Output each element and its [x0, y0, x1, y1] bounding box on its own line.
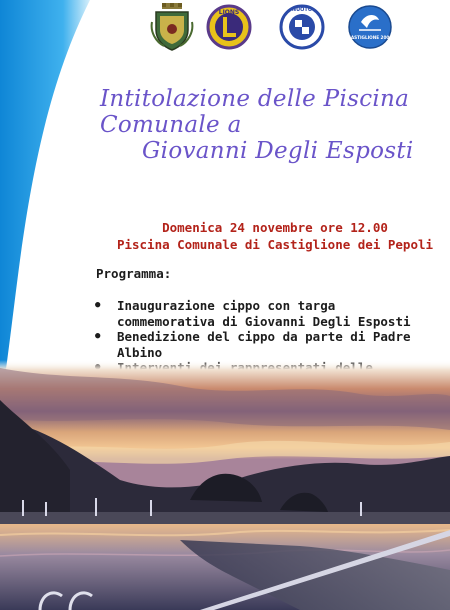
- municipal-crest-icon: [150, 2, 194, 52]
- title-line-2: Comunale a: [100, 112, 242, 138]
- castiglione-2000-icon: [347, 2, 393, 52]
- program-item-line: Albino: [117, 344, 163, 360]
- program-item-line: Inaugurazione cippo con targa: [117, 298, 336, 313]
- program-item: [90, 298, 430, 329]
- bullet-icon: ●: [95, 300, 101, 310]
- title-line-1: Intitolazione delle Piscina: [100, 86, 410, 112]
- municipal-crest-logo: [150, 2, 194, 52]
- pool-sunset-photo: [0, 360, 450, 610]
- castiglione-logo-text: CASTIGLIONE 2000: [347, 35, 393, 40]
- poster-title: [100, 86, 445, 164]
- lions-club-icon: [206, 2, 252, 52]
- program-heading: Programma:: [96, 266, 172, 281]
- nuoto-club-logo: [279, 2, 325, 52]
- event-location: Piscina Comunale di Castiglione dei Pepoli: [116, 237, 434, 252]
- nuoto-club-icon: [279, 2, 325, 52]
- program-item-line: commemorativa di Giovanni Degli Esposti: [117, 313, 411, 329]
- program-item-line: Benedizione del cippo da parte di Padre: [117, 329, 411, 344]
- castiglione-2000-logo: [347, 2, 393, 52]
- nuoto-logo-text: NUOTO: [291, 7, 313, 13]
- event-date-time: Domenica 24 novembre ore 12.00: [162, 220, 388, 235]
- lions-logo-text: LIONS: [218, 9, 240, 16]
- event-info: [100, 219, 450, 253]
- program-item: [90, 329, 430, 360]
- bullet-icon: ●: [95, 331, 101, 341]
- title-line-3: Giovanni Degli Esposti: [142, 138, 414, 164]
- lions-club-logo: [206, 2, 252, 52]
